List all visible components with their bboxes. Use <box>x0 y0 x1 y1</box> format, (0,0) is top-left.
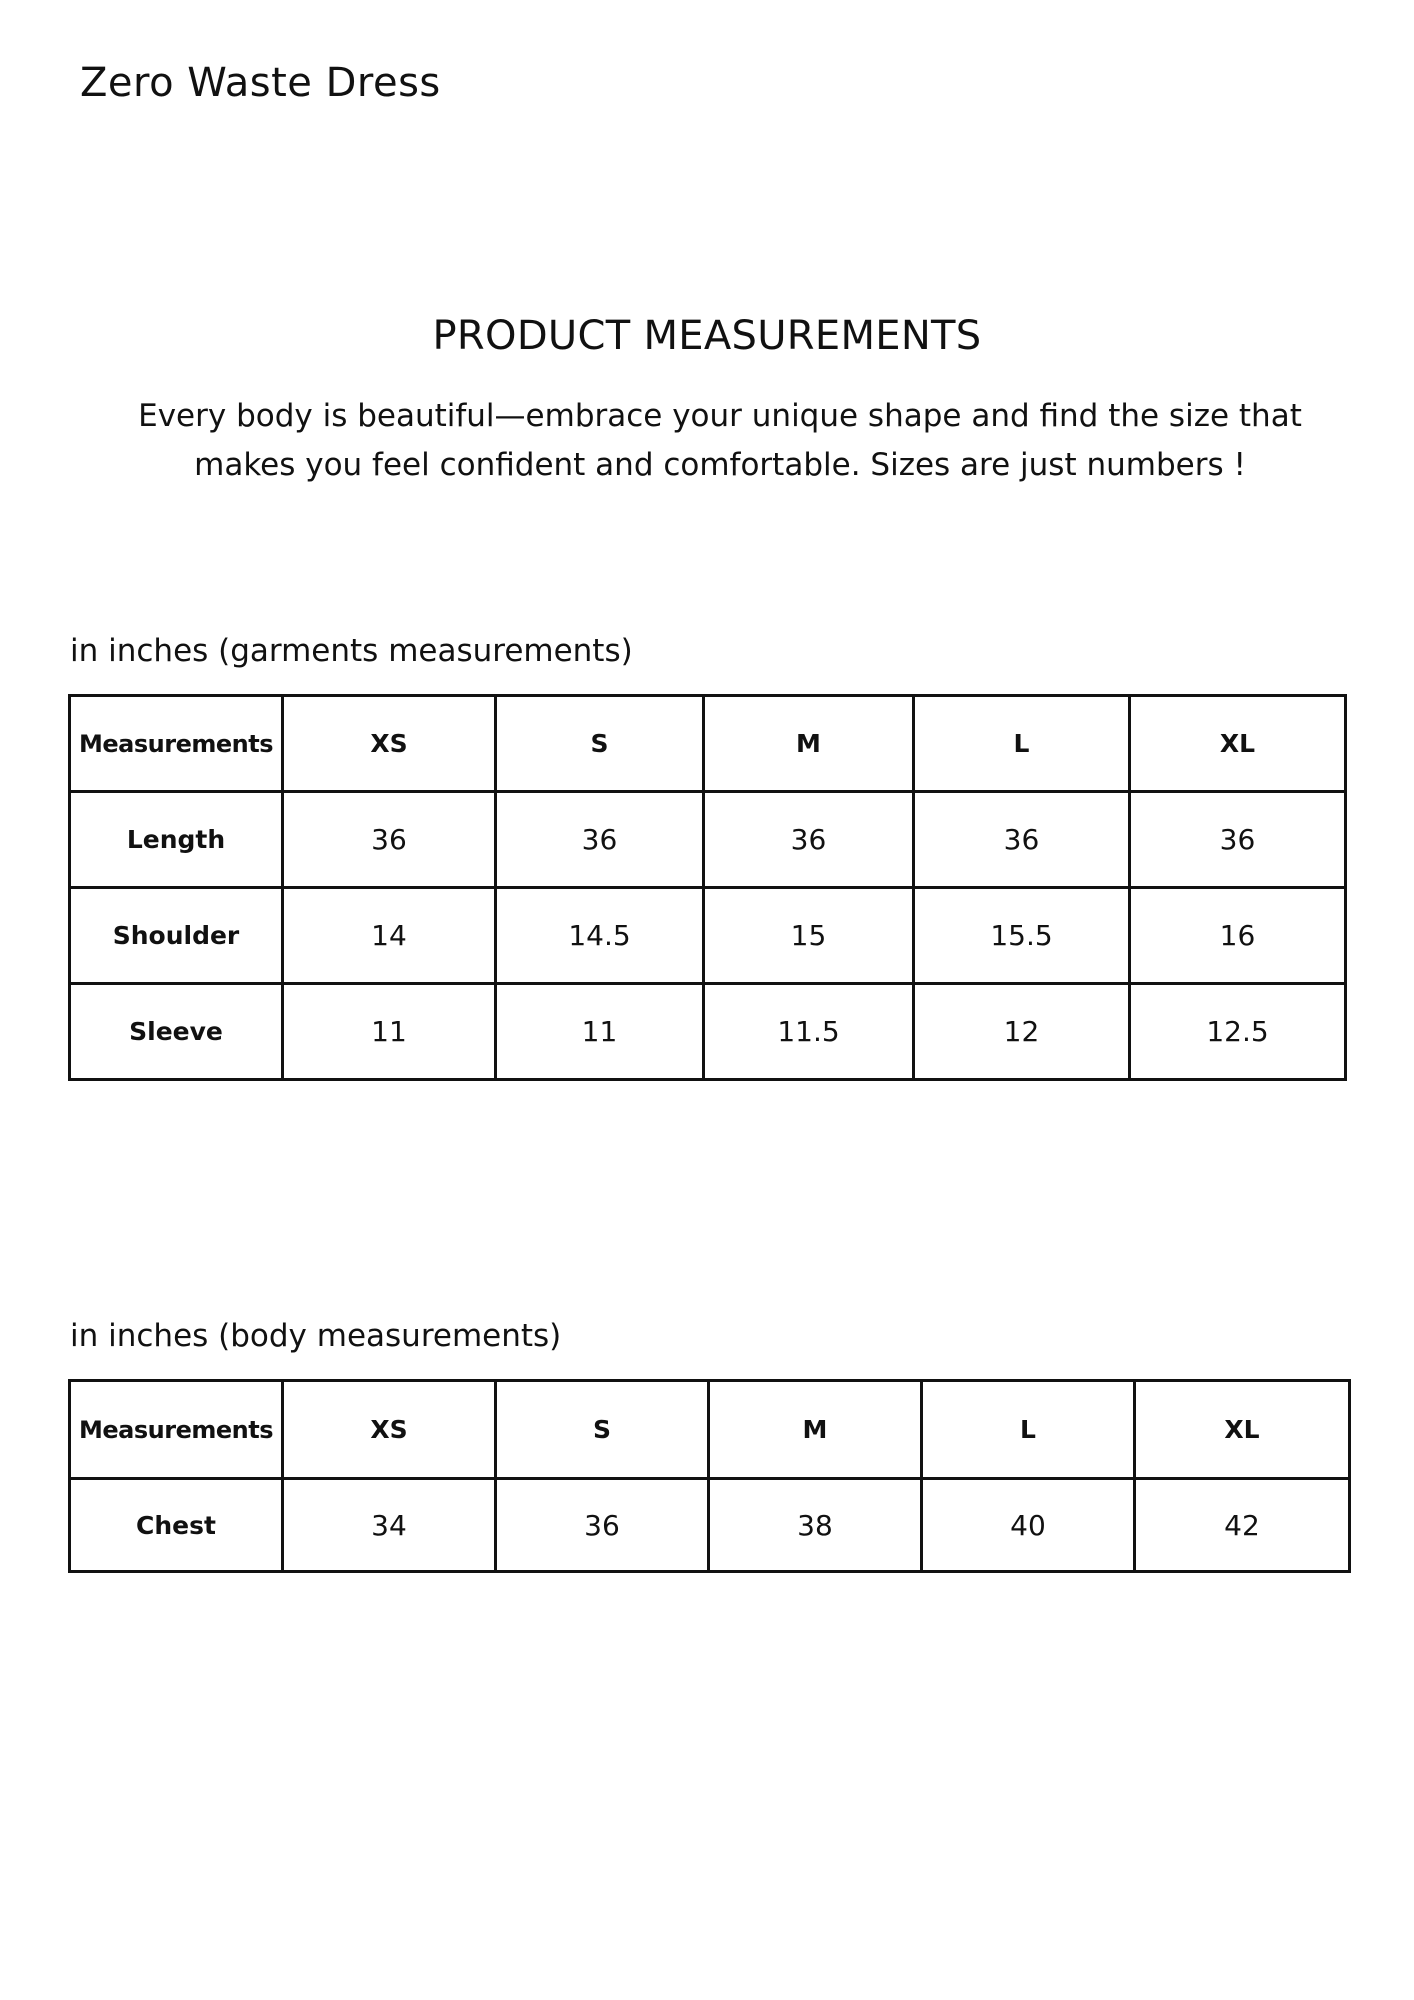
column-header-measurements: Measurements <box>70 696 283 792</box>
column-header-s: S <box>496 696 704 792</box>
table-cell: 36 <box>283 792 496 888</box>
table-cell: 36 <box>1130 792 1346 888</box>
product-title: Zero Waste Dress <box>80 60 441 106</box>
table-cell: 16 <box>1130 888 1346 984</box>
table-row-shoulder <box>70 888 1346 984</box>
table-cell: 11 <box>496 984 704 1080</box>
column-header-l: L <box>922 1381 1135 1479</box>
column-header-m: M <box>709 1381 922 1479</box>
body-measurements-table <box>68 1379 1351 1573</box>
table-header-row <box>70 696 1346 792</box>
table-row-chest <box>70 1479 1350 1572</box>
table-cell: 12 <box>914 984 1130 1080</box>
table-cell: 34 <box>283 1479 496 1572</box>
column-header-l: L <box>914 696 1130 792</box>
row-label-sleeve: Sleeve <box>70 984 283 1080</box>
column-header-xl: XL <box>1135 1381 1350 1479</box>
table-cell: 15.5 <box>914 888 1130 984</box>
section-heading: PRODUCT MEASUREMENTS <box>432 313 982 359</box>
column-header-m: M <box>704 696 914 792</box>
table-cell: 36 <box>704 792 914 888</box>
table-cell: 36 <box>914 792 1130 888</box>
body-table-caption: in inches (body measurements) <box>70 1318 562 1354</box>
column-header-measurements: Measurements <box>70 1381 283 1479</box>
garment-table-caption: in inches (garments measurements) <box>70 633 633 669</box>
table-cell: 12.5 <box>1130 984 1346 1080</box>
table-cell: 11 <box>283 984 496 1080</box>
table-cell: 42 <box>1135 1479 1350 1572</box>
garment-measurements-table <box>68 694 1347 1081</box>
table-cell: 36 <box>496 1479 709 1572</box>
column-header-s: S <box>496 1381 709 1479</box>
table-row-sleeve <box>70 984 1346 1080</box>
table-cell: 14 <box>283 888 496 984</box>
column-header-xs: XS <box>283 1381 496 1479</box>
column-header-xl: XL <box>1130 696 1346 792</box>
row-label-length: Length <box>70 792 283 888</box>
row-label-chest: Chest <box>70 1479 283 1572</box>
table-cell: 38 <box>709 1479 922 1572</box>
intro-text: Every body is beautiful—embrace your unique shape and find the size that makes you feel confident and comfortable. Sizes are just numbers ! <box>138 398 1302 483</box>
table-cell: 14.5 <box>496 888 704 984</box>
table-cell: 36 <box>496 792 704 888</box>
table-cell: 40 <box>922 1479 1135 1572</box>
column-header-xs: XS <box>283 696 496 792</box>
table-cell: 15 <box>704 888 914 984</box>
row-label-shoulder: Shoulder <box>70 888 283 984</box>
table-cell: 11.5 <box>704 984 914 1080</box>
table-header-row <box>70 1381 1350 1479</box>
table-row-length <box>70 792 1346 888</box>
